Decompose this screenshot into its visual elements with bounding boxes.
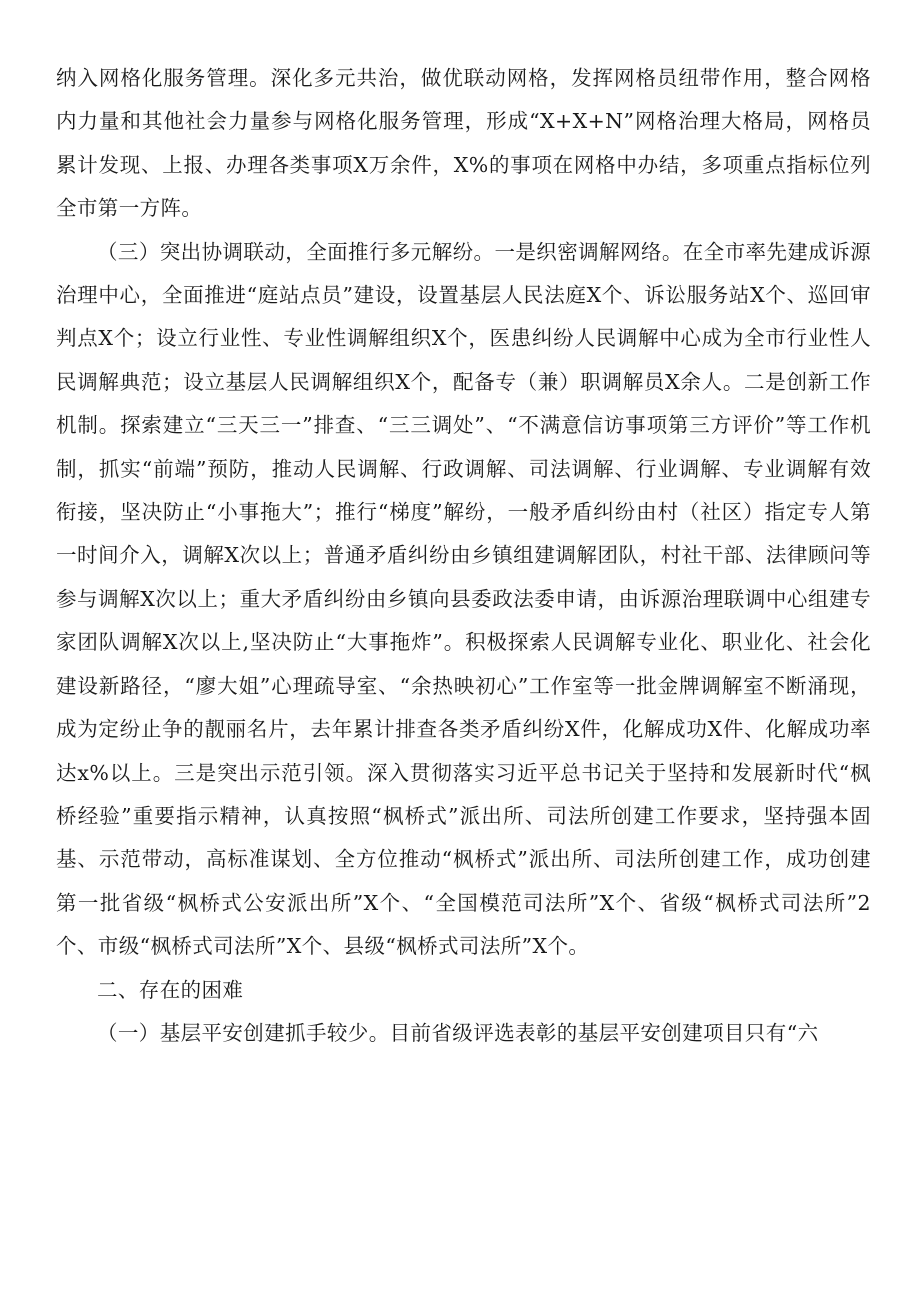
document-page: [56, 57, 871, 1055]
paragraph-grid-management: 纳入网格化服务管理。深化多元共治，做优联动网格，发挥网格员纽带作用，整合网格内力量和其他社会力量参与网格化服务管理，形成“X+X+N”网格治理大格局，网格员累计发现、上报、办理各类事项X万余件，X%的事项在网格中办结，多项重点指标位列全市第一方阵。: [56, 66, 871, 221]
paragraph-coordination-mediation: （三）突出协调联动，全面推行多元解纷。一是织密调解网络。在全市率先建成诉源治理中心，全面推进“庭站点员”建设，设置基层人民法庭X个、诉讼服务站X个、巡回审判点X个；设立行业性、专业性调解组织X个，医患纠纷人民调解中心成为全市行业性人民调解典范；设立基层人民调解组织X个，配备专（兼）职调解员X余人。二是创新工作机制。探索建立“三天三一”排查、“三三调处”、“不满意信访事项第三方评价”等工作机制，抓实“前端”预防，推动人民调解、行政调解、司法调解、行业调解、专业调解有效衔接，坚决防止“小事拖大”；推行“梯度”解纷，一般矛盾纠纷由村（社区）指定专人第一时间介入，调解X次以上；普通矛盾纠纷由乡镇组建调解团队，村社干部、法律顾问等参与调解X次以上；重大矛盾纠纷由乡镇向县委政法委申请，由诉源治理联调中心组建专家团队调解X次以上,坚决防止“大事拖炸”。积极探索人民调解专业化、职业化、社会化建设新路径，“廖大姐”心理疏导室、“余热映初心”工作室等一批金牌调解室不断涌现，成为定纷止争的靓丽名片，去年累计排查各类矛盾纠纷X件，化解成功X件、化解成功率达x%以上。三是突出示范引领。深入贯彻落实习近平总书记关于坚持和发展新时代“枫桥经验”重要指示精神，认真按照“枫桥式”派出所、司法所创建工作要求，坚持强本固基、示范带动，高标准谋划、全方位推动“枫桥式”派出所、司法所创建工作，成功创建第一批省级“枫桥式公安派出所”X个、“全国模范司法所”X个、省级“枫桥式司法所”2个、市级“枫桥式司法所”X个、县级“枫桥式司法所”X个。: [56, 239, 871, 959]
paragraph-safety-creation: （一）基层平安创建抓手较少。目前省级评选表彰的基层平安创建项目只有“六: [97, 1020, 819, 1045]
section-heading-difficulties: 二、存在的困难: [97, 977, 244, 1002]
